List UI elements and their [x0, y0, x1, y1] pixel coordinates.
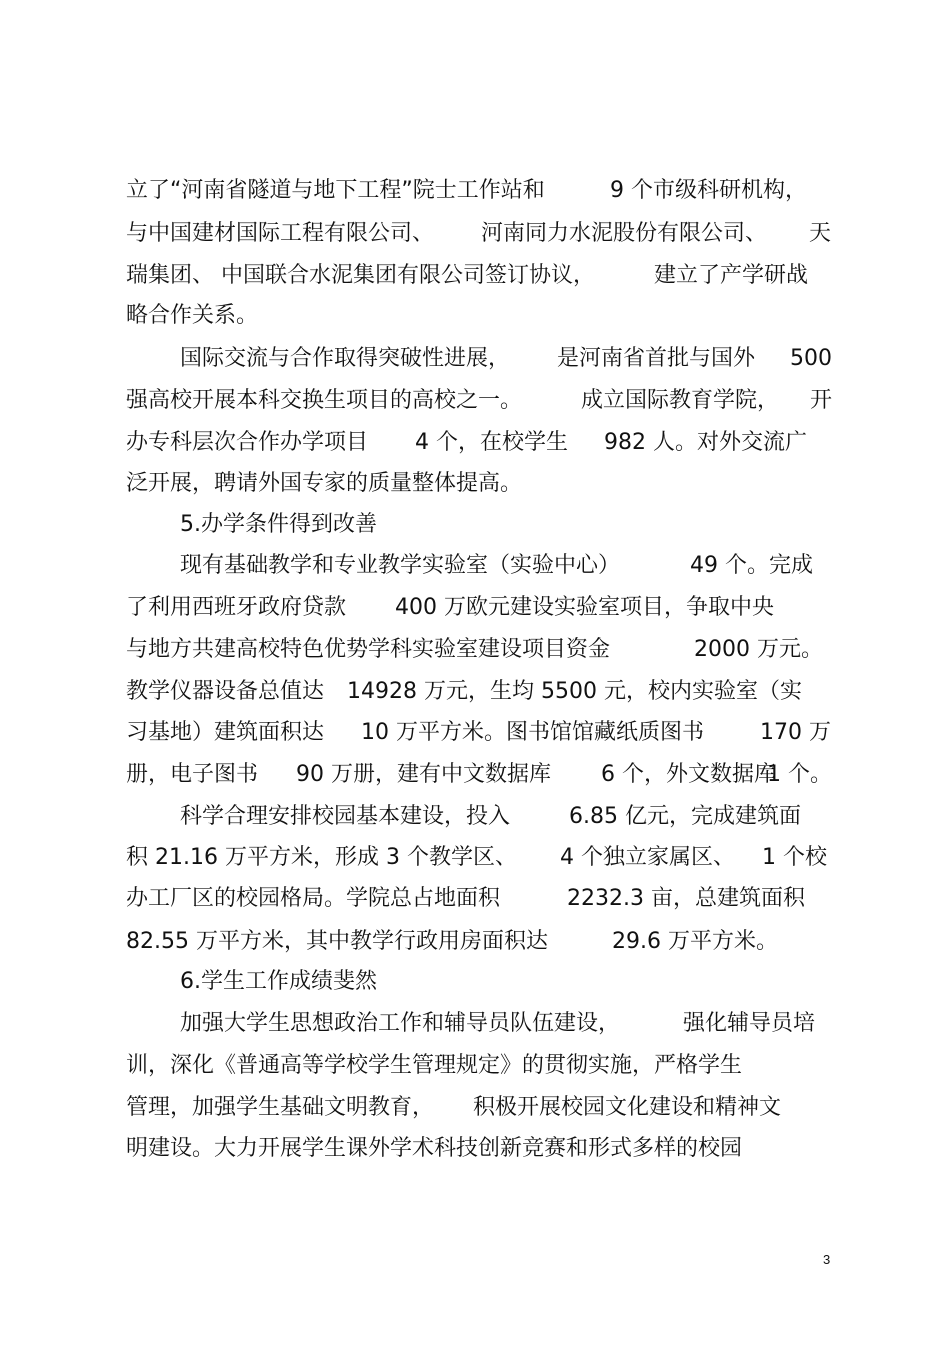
text-segment: 教学仪器设备总值达: [126, 679, 325, 704]
text-segment: 明建设。大力开展学生课外学术科技创新竞赛和形式多样的校园: [126, 1136, 743, 1161]
text-segment: 49 个。完成: [690, 553, 813, 578]
text-segment: 14928 万元，生均 5500 元，校内实验室（实: [347, 679, 802, 704]
text-line: [0, 716, 950, 750]
text-line: [0, 1091, 950, 1125]
text-segment: 强化辅导员培: [683, 1011, 816, 1036]
text-segment: 是河南省首批与国外: [557, 346, 756, 371]
text-segment: 10 万平方米。图书馆馆藏纸质图书: [361, 720, 704, 745]
text-segment: 河南同力水泥股份有限公司、: [481, 221, 768, 246]
text-line: [0, 1007, 950, 1041]
text-segment: 习基地）建筑面积达: [126, 720, 325, 745]
text-segment: 强高校开展本科交换生项目的高校之一。: [126, 388, 523, 413]
text-segment: 现有基础教学和专业教学实验室（实验中心）: [180, 553, 621, 578]
text-segment: 泛开展，聘请外国专家的质量整体提高。: [126, 471, 523, 496]
text-line: [0, 800, 950, 834]
text-segment: 2232.3 亩，总建筑面积: [567, 886, 805, 911]
text-line: [0, 549, 950, 583]
text-segment: 与中国建材国际工程有限公司、: [126, 221, 435, 246]
text-segment: 天: [809, 221, 832, 246]
text-segment: 500: [790, 346, 832, 371]
text-segment: 170 万: [760, 720, 831, 745]
text-line: [0, 925, 950, 959]
text-segment: 训，深化《普通高等学校学生管理规定》的贯彻实施，严格学生: [126, 1053, 743, 1078]
text-line: [0, 675, 950, 709]
text-segment: 积极开展校园文化建设和精神文: [473, 1095, 782, 1120]
text-segment: 国际交流与合作取得突破性进展，: [180, 346, 511, 371]
text-segment: 400 万欧元建设实验室项目，争取中央: [395, 595, 774, 620]
text-segment: 册，电子图书: [126, 762, 259, 787]
text-segment: 9 个市级科研机构，: [610, 178, 807, 203]
text-line: [0, 758, 950, 792]
text-segment: 982 人。对外交流广: [604, 430, 807, 455]
text-line: [0, 1049, 950, 1083]
text-line: [0, 841, 950, 875]
text-line: [0, 259, 950, 293]
text-line: [0, 882, 950, 916]
text-line: [0, 508, 950, 542]
text-segment: 1 个校: [762, 845, 827, 870]
page-number: 3: [823, 1252, 831, 1267]
text-segment: 办专科层次合作办学项目: [126, 430, 369, 455]
text-segment: 4 个独立家属区、: [560, 845, 735, 870]
text-segment: 管理，加强学生基础文明教育，: [126, 1095, 435, 1120]
text-line: [0, 174, 950, 208]
text-segment: 82.55 万平方米，其中教学行政用房面积达: [126, 929, 548, 954]
text-segment: 略合作关系。: [126, 303, 259, 328]
text-segment: 办工厂区的校园格局。学院总占地面积: [126, 886, 501, 911]
text-segment: 3 个教学区、: [386, 845, 517, 870]
text-segment: 6.85 亿元，完成建筑面: [569, 804, 801, 829]
text-segment: 加强大学生思想政治工作和辅导员队伍建设，: [180, 1011, 621, 1036]
text-line: [0, 965, 950, 999]
text-segment: 1 个。: [767, 762, 832, 787]
text-line: [0, 342, 950, 376]
text-segment: 5.办学条件得到改善: [180, 512, 377, 537]
text-line: [0, 426, 950, 460]
text-line: [0, 467, 950, 501]
text-segment: 科学合理安排校园基本建设，投入: [180, 804, 511, 829]
text-segment: 开: [810, 388, 833, 413]
text-line: [0, 299, 950, 333]
text-segment: 瑞集团、 中国联合水泥集团有限公司签订协议，: [126, 263, 595, 288]
text-line: [0, 384, 950, 418]
text-line: [0, 1132, 950, 1166]
text-line: [0, 217, 950, 251]
text-segment: 立了“河南省隧道与地下工程”院士工作站和: [126, 178, 545, 203]
text-segment: 6.学生工作成绩斐然: [180, 969, 377, 994]
text-line: [0, 591, 950, 625]
text-segment: 了利用西班牙政府贷款: [126, 595, 347, 620]
text-segment: 29.6 万平方米。: [612, 929, 778, 954]
text-segment: 积 21.16 万平方米，形成: [126, 845, 379, 870]
text-segment: 成立国际教育学院，: [581, 388, 780, 413]
text-segment: 4 个，在校学生: [415, 430, 568, 455]
text-segment: 90 万册，建有中文数据库: [296, 762, 551, 787]
text-line: [0, 633, 950, 667]
text-segment: 建立了产学研战: [654, 263, 809, 288]
text-segment: 2000 万元。: [694, 637, 823, 662]
text-segment: 6 个，外文数据库: [601, 762, 776, 787]
text-segment: 与地方共建高校特色优势学科实验室建设项目资金: [126, 637, 611, 662]
